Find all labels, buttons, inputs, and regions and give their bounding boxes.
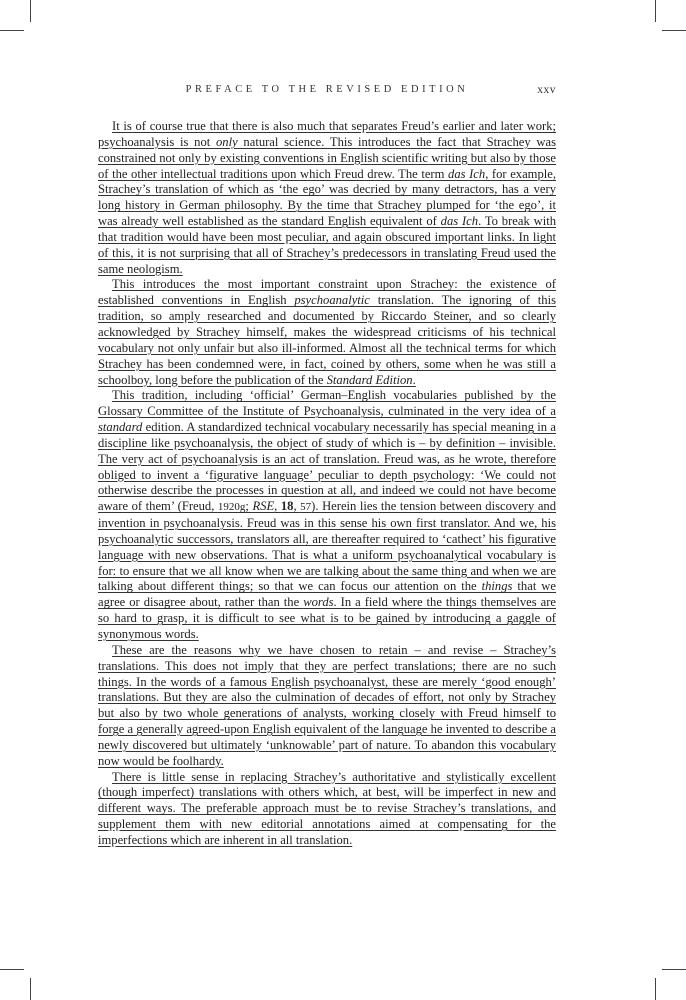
crop-mark-top-left bbox=[30, 0, 31, 22]
text-run: It is of course true that there is also much that separates Freud’s earlier and later work; psychoanalysis is not bbox=[98, 119, 556, 149]
running-head bbox=[98, 84, 556, 100]
italic-run: Standard Edition bbox=[326, 372, 413, 387]
crop-mark-top-right bbox=[655, 0, 656, 22]
text-run: edition. A standardized technical vocabulary necessarily has special meaning in a discipline like psychoanalysis, the object of study of which is – by definition – invisible. The very act of psychoanalysis is an act of translation. Freud was, as he wrote, therefore obliged to invent a ‘figurative language’ peculiar to depth psychology: ‘We could not otherwise describe the processes in question at all, and indeed we could not have become aware of them’ (Freud, bbox=[98, 420, 556, 514]
italic-run: das Ich bbox=[448, 166, 486, 181]
text-run: 57 bbox=[300, 501, 312, 514]
text-run: natural science. This introduces the fact that Strachey was constrained not only by existing conventions in English scientific writing but also by those of the other intellectual traditions upon which Freud drew. The term bbox=[98, 134, 556, 181]
text-run: ). Herein lies the tension between discovery and invention in psychoanalysis. Freud was in this sense his own first translator. And we, his psychoanalytic successors, translators all, are thereafter required to ‘cathect’ his figurative language with new observations. That is what a uniform psychoanalytical vocabulary is for: to ensure that we all know when we are talking about the same thing and when we are talking about different things; so that we can focus our attention on the bbox=[98, 499, 556, 594]
crop-mark-bottom-right-h bbox=[662, 969, 686, 970]
text-run: that we agree or disagree about, rather than the bbox=[98, 579, 556, 610]
italic-run: only bbox=[216, 134, 238, 149]
text-run: . To break with that tradition would have been most peculiar, and again obscured important links. In light of this, it is not surprising that all of Strachey’s predecessors in translating Freud used the same neologism. bbox=[98, 214, 556, 276]
bold-run: 18 bbox=[280, 499, 294, 514]
page-number: xxv bbox=[537, 84, 556, 96]
text-run: , for example, Strachey’s translation of which as ‘the ego’ was decried by many detractors, has a very long history in German philosophy. By the time that Strachey plumped for ‘the ego’, it was already well established as the standard English equivalent of bbox=[98, 166, 557, 229]
paragraph-4 bbox=[98, 643, 556, 770]
text-run: ; bbox=[245, 499, 253, 514]
paragraph-text bbox=[98, 277, 556, 386]
paragraph-1 bbox=[98, 119, 556, 277]
crop-mark-bottom-right bbox=[655, 978, 656, 1000]
text-run: 1920g bbox=[217, 501, 246, 514]
text-run: These are the reasons why we have chosen to retain – and revise – Strachey’s translations. This does not imply that they are perfect translations; there are no such things. In the words of a famous English psychoanalyst, these are merely ‘good enough’ translations. But they are also the culmination of decades of effort, not only by Strachey but also by two whole generations of analysts, working closely with Freud himself to forge a generally agreed-upon English equivalent of the language he invented to describe a newly discovered but ultimately ‘unknowable’ part of nature. To abandon this vocabulary now would be foolhardy. bbox=[98, 642, 556, 768]
italic-run: das Ich bbox=[440, 214, 479, 229]
paragraph-text bbox=[98, 119, 556, 276]
text-run: There is little sense in replacing Strachey’s authoritative and stylistically excellent (though imperfect) translations with others which, at best, will be imperfect in new and different ways. The preferable approach must be to revise Strachey’s translations, and supplement them with new editorial annotations aimed at compensating for the imperfections which are inherent in all translation. bbox=[98, 769, 556, 847]
paragraph-3 bbox=[98, 388, 556, 643]
italic-run: things bbox=[481, 579, 513, 594]
running-head-title: PREFACE TO THE REVISED EDITION bbox=[185, 84, 469, 95]
text-run: This introduces the most important constraint upon Strachey: the existence of established conventions in English bbox=[98, 277, 556, 308]
crop-mark-bottom-left bbox=[30, 978, 31, 1000]
paragraph-text bbox=[98, 770, 556, 847]
text-run: . bbox=[412, 372, 416, 387]
crop-mark-top-right-h bbox=[662, 30, 686, 31]
paragraph-text bbox=[98, 388, 556, 641]
italic-run: psychoanalytic bbox=[294, 293, 370, 308]
italic-run: words bbox=[303, 595, 334, 610]
text-run: . In a field where the things themselves are so hard to grasp, it is difficult to see what is to be gained by introducing a gaggle of synonymous words. bbox=[98, 595, 556, 641]
paragraph-2 bbox=[98, 277, 556, 388]
paragraph-text bbox=[98, 643, 556, 768]
text-run: This tradition, including ‘official’ German–English vocabularies published by the Glossary Committee of the Institute of Psychoanalysis, culminated in the very idea of a bbox=[98, 388, 556, 419]
crop-mark-top-left-h bbox=[0, 30, 24, 31]
crop-mark-bottom-left-h bbox=[0, 969, 24, 970]
italic-run: standard bbox=[98, 420, 143, 435]
body-text bbox=[98, 119, 556, 849]
text-run: translation. The ignoring of this tradition, so amply researched and documented by Riccardo Steiner, and so clearly acknowledged by Strachey himself, makes the widespread criticisms of his technical vocabulary not only unfair but also ill-informed. Almost all the technical terms for which Strachey has been condemned were, in fact, coined by others, some when he was still a schoolboy, long before the publication of the bbox=[98, 293, 556, 387]
text-run: , bbox=[293, 499, 301, 514]
italic-run: RSE bbox=[252, 499, 275, 514]
paragraph-5 bbox=[98, 770, 556, 849]
text-run: , bbox=[274, 499, 281, 514]
